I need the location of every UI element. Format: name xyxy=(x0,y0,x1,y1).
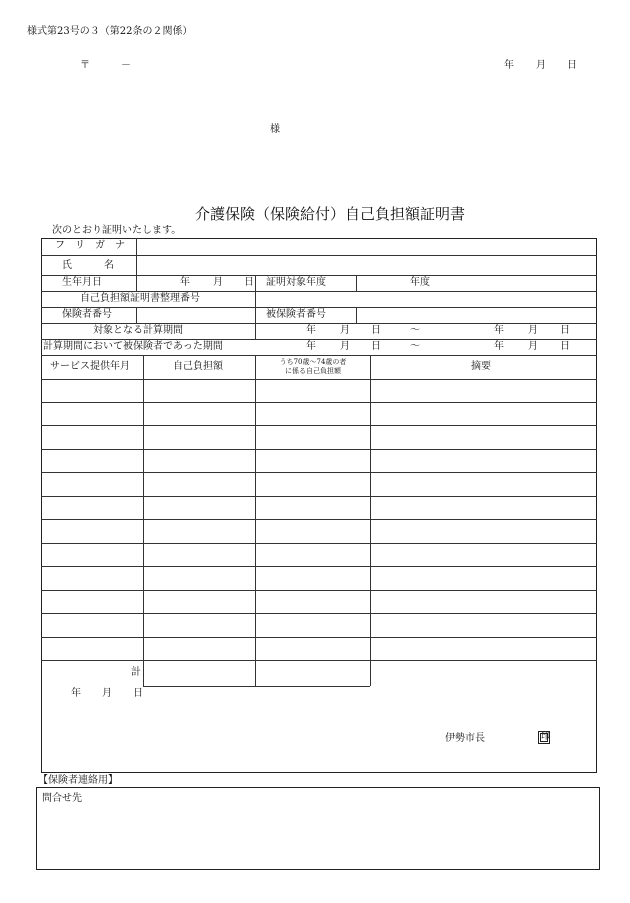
insured-end-year: 年 xyxy=(494,341,504,352)
col-copay: 自己負担額 xyxy=(173,361,223,372)
header-month: 月 xyxy=(536,60,546,71)
calc-period-label: 対象となる計算期間 xyxy=(93,325,183,336)
issuer-name: 伊勢市長 xyxy=(445,733,485,744)
seal-mark: 印 xyxy=(538,731,550,744)
birth-day: 日 xyxy=(244,277,254,288)
birth-year: 年 xyxy=(180,277,190,288)
issue-month: 月 xyxy=(102,688,112,699)
birth-date-label: 生年月日 xyxy=(62,277,102,288)
calc-end-year: 年 xyxy=(494,325,504,336)
ref-number-label: 自己負担額証明書整理番号 xyxy=(80,293,200,304)
insured-start-month: 月 xyxy=(340,341,350,352)
cert-year-label: 証明対象年度 xyxy=(266,277,326,288)
insurer-section-label: 【保険者連絡用】 xyxy=(38,775,118,786)
total-label: 計 xyxy=(131,667,141,678)
form-number: 様式第23号の３（第22条の２関係） xyxy=(27,26,193,37)
document-title: 介護保険（保険給付）自己負担額証明書 xyxy=(195,205,466,223)
insurer-number-label: 保険者番号 xyxy=(62,309,112,320)
insured-start-day: 日 xyxy=(371,341,381,352)
col-age-copay-line2: に係る自己負担額 xyxy=(285,366,341,375)
intro-text: 次のとおり証明いたします。 xyxy=(52,225,182,236)
calc-end-month: 月 xyxy=(528,325,538,336)
postal-dash: － xyxy=(121,60,131,71)
col-service-month: サービス提供年月 xyxy=(50,361,130,372)
col-age-copay-line1: うち70歳～74歳の者 xyxy=(279,358,347,366)
header-year: 年 xyxy=(504,60,514,71)
name-label-2: 名 xyxy=(104,260,114,271)
insured-end-day: 日 xyxy=(560,341,570,352)
issue-year: 年 xyxy=(71,688,81,699)
insured-period-label: 計算期間において被保険者であった期間 xyxy=(43,341,223,352)
birth-month: 月 xyxy=(213,277,223,288)
calc-start-year: 年 xyxy=(306,325,316,336)
calc-start-day: 日 xyxy=(371,325,381,336)
fiscal-year-label: 年度 xyxy=(410,277,430,288)
insured-start-year: 年 xyxy=(306,341,316,352)
header-day: 日 xyxy=(567,60,577,71)
insured-tilde: ～ xyxy=(410,341,420,352)
issue-day: 日 xyxy=(133,688,143,699)
insured-number-label: 被保険者番号 xyxy=(266,309,326,320)
calc-end-day: 日 xyxy=(560,325,570,336)
furigana-label: フ リ ガ ナ xyxy=(55,240,125,251)
calc-start-month: 月 xyxy=(340,325,350,336)
contact-label: 問合せ先 xyxy=(42,793,82,804)
honorific: 様 xyxy=(270,124,280,135)
calc-tilde: ～ xyxy=(410,325,420,336)
insured-end-month: 月 xyxy=(528,341,538,352)
col-age-copay xyxy=(256,358,370,376)
postal-mark: 〒 xyxy=(80,60,90,71)
col-summary: 摘要 xyxy=(471,361,491,372)
name-label-1: 氏 xyxy=(62,260,72,271)
contact-box xyxy=(36,787,600,870)
